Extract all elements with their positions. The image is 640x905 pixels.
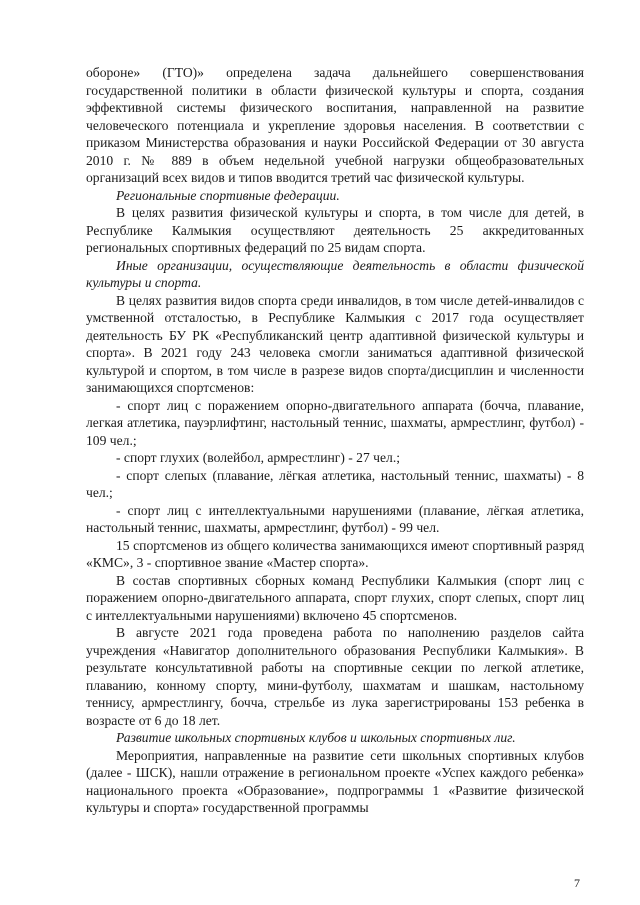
heading-school-clubs: Развитие школьных спортивных клубов и школьных спортивных лиг. — [116, 730, 516, 745]
paragraph-regional-federations: В целях развития физической культуры и спорта, в том числе для детей, в Республике Калмыкия осуществляют деятельность 25 аккредитованных региональных спортивных федераций по 25 видам спорта. — [86, 205, 584, 255]
heading-other-organizations: Иные организации, осуществляющие деятельность в области физической культуры и спорта. — [86, 257, 584, 290]
heading-regional-federations: Региональные спортивные федерации. — [116, 187, 340, 203]
list-item-musculoskeletal: - спорт лиц с поражением опорно-двигательного аппарата (бочча, плавание, легкая атлетика, пауэрлифтинг, настольный теннис, шахматы, армрестлинг, футбол) - 109 чел.; — [86, 397, 584, 448]
paragraph-gto-continuation: обороне» (ГТО)» определена задача дальнейшего совершенствования государственной политики в области физической культуры и спорта, создания эффективной системы физического воспитания, направленной на развитие человеческого потенциала и укрепление здоровья населения. В соответствии с приказом Министерства образования и науки Российской Федерации от 30 августа 2010 г. № 889 в объем недельной учебной нагрузки общеобразовательных организаций всех видов и типов вводится третий час физической культуры. — [86, 65, 584, 185]
list-item-deaf: - спорт глухих (волейбол, армрестлинг) - 27 чел.; — [116, 450, 401, 465]
paragraph-school-clubs: Мероприятия, направленные на развитие сети школьных спортивных клубов (далее - ШСК), нашли отражение в региональном проекте «Успех каждого ребенка» национального проекта «Образование», подпрограммы 1 «Развитие физической культуры и спорта» государственной программы — [86, 747, 584, 815]
paragraph-athlete-ranks: 15 спортсменов из общего количества занимающихся имеют спортивный разряд «КМС», 3 - спортивное звание «Мастер спорта». — [86, 537, 584, 570]
paragraph-adaptive-center: В целях развития видов спорта среди инвалидов, в том числе детей-инвалидов с умственной отсталостью, в Республике Калмыкия с 2017 года осуществляет деятельность БУ РК «Республиканский центр адаптивной физической культуры и спорта». В 2021 году 243 человека смогли заниматься адаптивной физической культурой и спортом, в том числе в разрезе видов спорта/дисциплин и численности занимающихся спортсменов: — [86, 292, 584, 395]
paragraph-navigator-site: В августе 2021 года проведена работа по наполнению разделов сайта учреждения «Навигатор дополнительного образования Республики Калмыкия». В результате консультативной работы на спортивные секции по легкой атлетике, плаванию, конному спорту, мини-футболу, шахматам и шашкам, настольному теннису, армрестлингу, бочча, стрельбе из лука зарегистрированы 153 ребенка в возрасте от 6 до 18 лет. — [86, 625, 584, 728]
page-number: 7 — [574, 876, 580, 890]
list-item-intellectual: - спорт лиц с интеллектуальными нарушениями (плавание, лёгкая атлетика, настольный теннис, шахматы, армрестлинг, футбол) - 99 чел. — [86, 502, 584, 535]
paragraph-national-teams: В состав спортивных сборных команд Республики Калмыкия (спорт лиц с поражением опорно-двигательного аппарата, спорт глухих, спорт слепых, спорт лиц с интеллектуальными нарушениями) включено 45 спортсменов. — [86, 572, 584, 623]
list-item-blind: - спорт слепых (плавание, лёгкая атлетика, настольный теннис, шахматы) - 8 чел.; — [86, 467, 584, 500]
